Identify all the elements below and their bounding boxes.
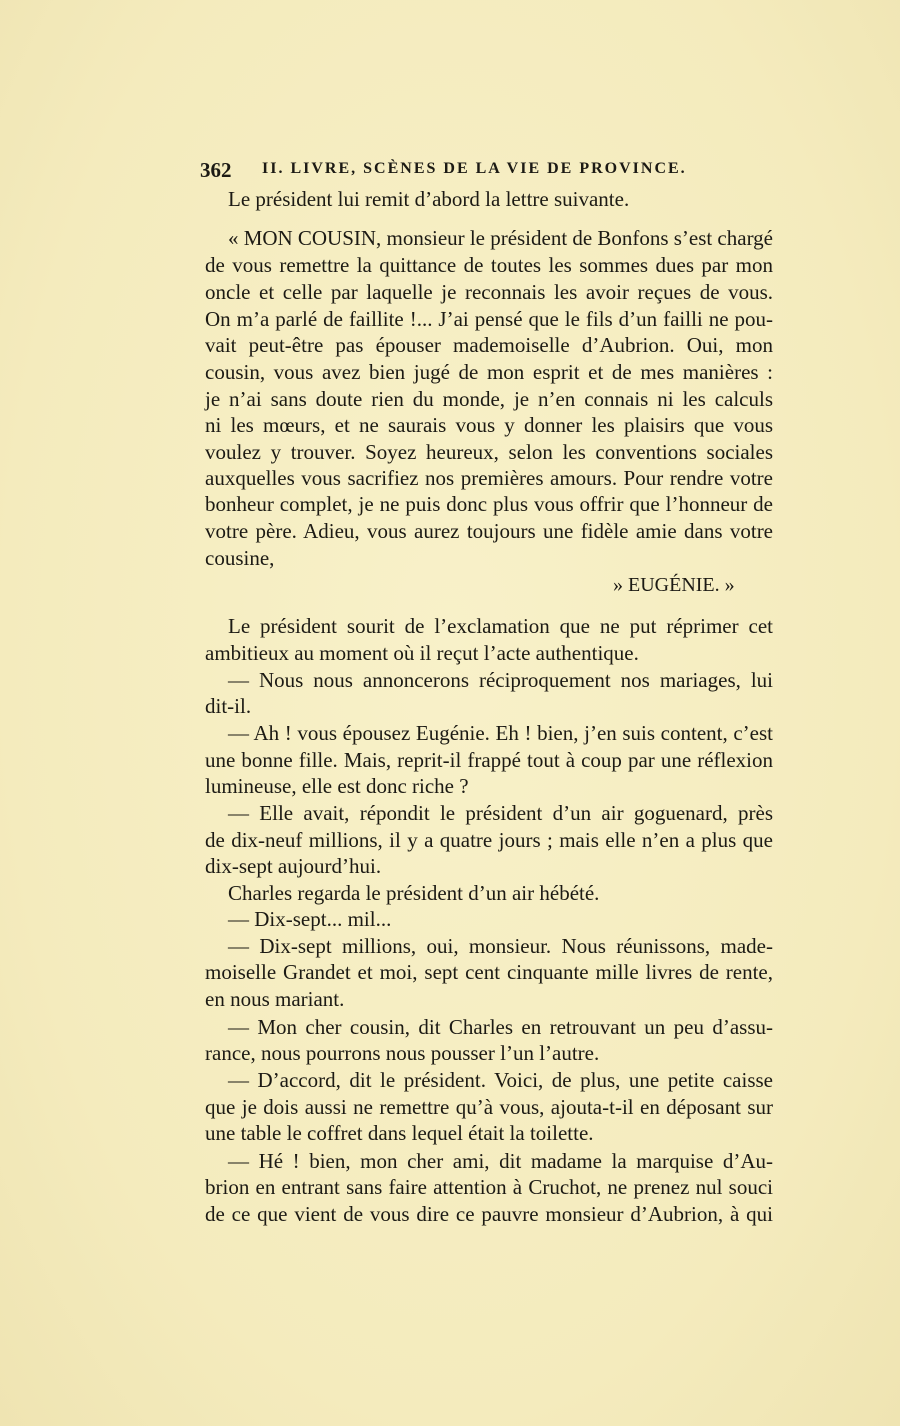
- text-line: On m’a parlé de faillite !... J’ai pensé que le fils d’un failli ne pou-: [205, 307, 773, 331]
- text-line: — Elle avait, répondit le président d’un air goguenard, près: [228, 801, 773, 825]
- text-line: que je dois aussi ne remettre qu’à vous, ajouta-t-il en déposant sur: [205, 1095, 773, 1119]
- text-line: oncle et celle par laquelle je reconnais les avoir reçues de vous.: [205, 280, 773, 304]
- letter-signature: » EUGÉNIE. »: [613, 574, 735, 596]
- text-line: en nous mariant.: [205, 987, 345, 1011]
- text-line: — D’accord, dit le président. Voici, de plus, une petite caisse: [228, 1068, 773, 1092]
- running-title: II. LIVRE, SCÈNES DE LA VIE DE PROVINCE.: [262, 160, 687, 177]
- text-line: je n’ai sans doute rien du monde, je n’en connais ni les calculs: [205, 387, 774, 411]
- text-line: — Hé ! bien, mon cher ami, dit madame la marquise d’Au-: [228, 1149, 773, 1173]
- text-line: moiselle Grandet et moi, sept cent cinquante mille livres de rente,: [205, 960, 773, 984]
- text-line: « MON COUSIN, monsieur le président de Bonfons s’est chargé: [228, 226, 773, 250]
- text-line: cousine,: [205, 546, 275, 570]
- text-line: — Dix-sept... mil...: [228, 907, 392, 931]
- text-line: rance, nous pourrons nous pousser l’un l’autre.: [205, 1041, 600, 1065]
- text-line: voulez y trouver. Soyez heureux, selon les conventions sociales: [205, 440, 773, 464]
- text-line: ambitieux au moment où il reçut l’acte authentique.: [205, 641, 639, 665]
- text-line: brion en entrant sans faire attention à Cruchot, ne prenez nul souci: [205, 1175, 773, 1199]
- text-line: lumineuse, elle est donc riche ?: [205, 774, 469, 798]
- text-line: une bonne fille. Mais, reprit-il frappé tout à coup par une réflexion: [205, 748, 773, 772]
- page-number: 362: [200, 158, 232, 182]
- text-line: de vous remettre la quittance de toutes les sommes dues par mon: [205, 253, 773, 277]
- text-line: — Nous nous annoncerons réciproquement nos mariages, lui: [228, 668, 773, 692]
- text-line: Le président sourit de l’exclamation que ne put réprimer cet: [228, 614, 773, 638]
- text-line: dit-il.: [205, 694, 252, 718]
- text-line: cousin, vous avez bien jugé de mon esprit et de mes manières :: [205, 360, 773, 384]
- text-line: Charles regarda le président d’un air hébété.: [228, 881, 600, 905]
- text-line: — Mon cher cousin, dit Charles en retrouvant un peu d’assu-: [228, 1015, 773, 1039]
- text-line: de ce que vient de vous dire ce pauvre monsieur d’Aubrion, à qui: [205, 1202, 773, 1226]
- text-line: — Ah ! vous épousez Eugénie. Eh ! bien, j’en suis content, c’est: [228, 721, 773, 745]
- text-line: Le président lui remit d’abord la lettre suivante.: [228, 187, 630, 211]
- text-line: bonheur complet, je ne puis donc plus vous offrir que l’honneur de: [205, 492, 774, 516]
- text-line: une table le coffret dans lequel était la toilette.: [205, 1121, 594, 1145]
- text-line: auxquelles vous sacrifiez nos premières amours. Pour rendre votre: [205, 466, 773, 490]
- text-line: — Dix-sept millions, oui, monsieur. Nous réunissons, made-: [228, 934, 773, 958]
- text-line: votre père. Adieu, vous aurez toujours une fidèle amie dans votre: [205, 519, 774, 543]
- text-line: de dix-neuf millions, il y a quatre jours ; mais elle n’en a plus que: [205, 828, 773, 852]
- text-line: dix-sept aujourd’hui.: [205, 854, 382, 878]
- text-line: ni les mœurs, et ne saurais vous y donner les plaisirs que vous: [205, 413, 773, 437]
- text-line: vait peut-être pas épouser mademoiselle d’Aubrion. Oui, mon: [205, 333, 773, 357]
